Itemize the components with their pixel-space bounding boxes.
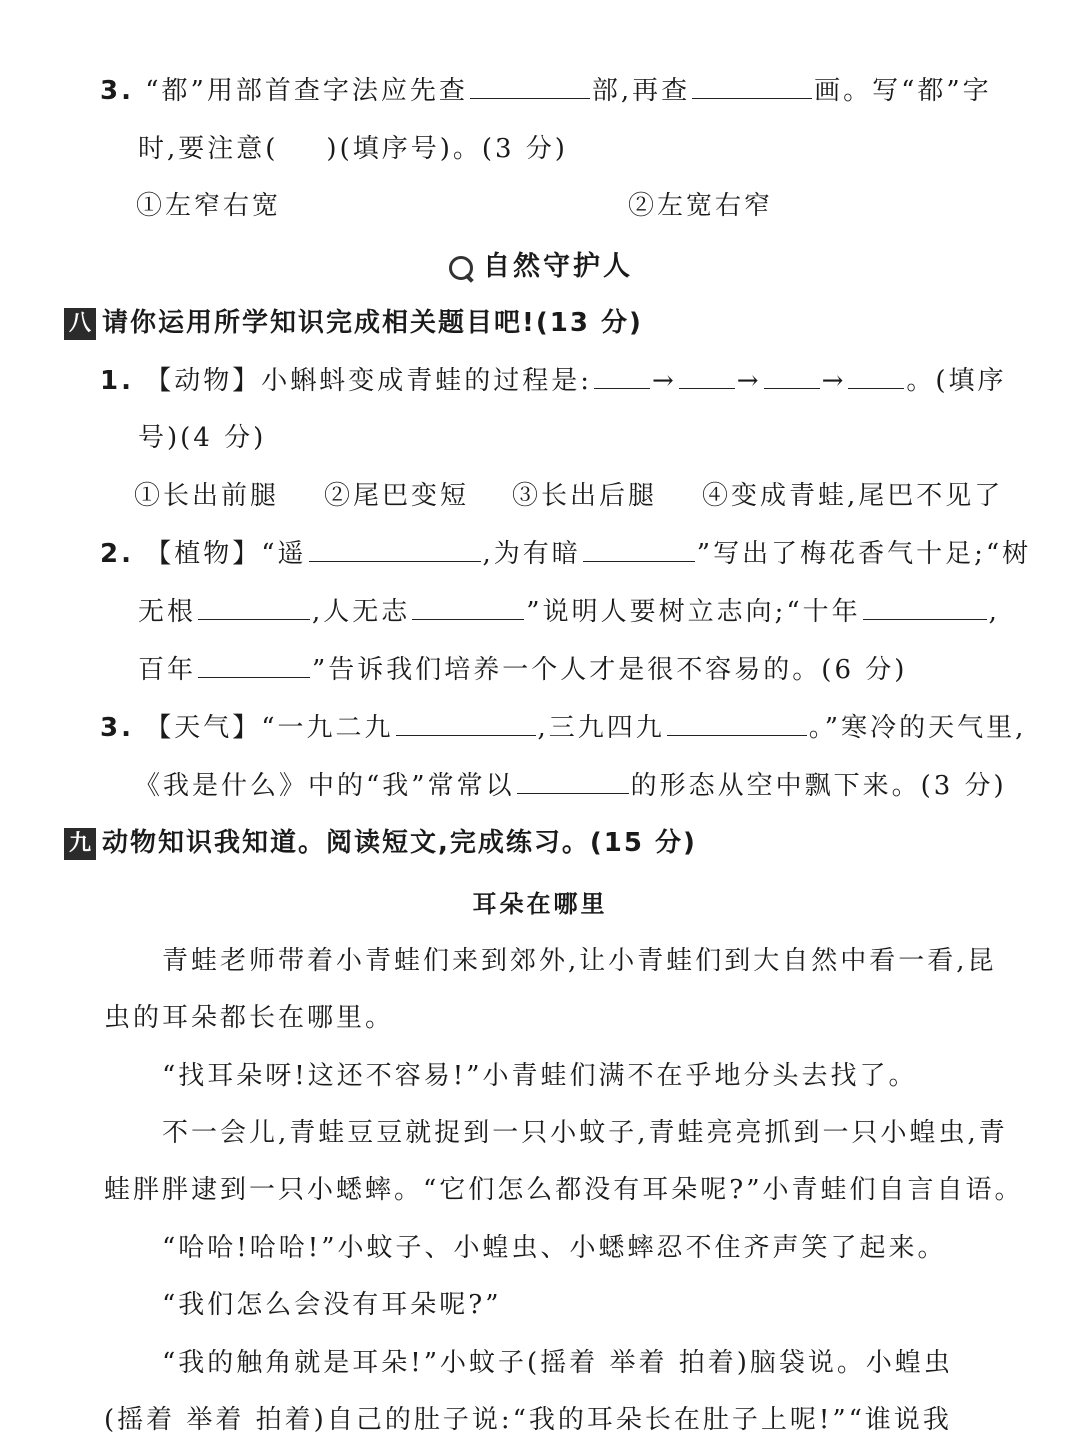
s8-q2-text-d: 无根 [138,597,197,627]
s8-q3-text-c: 。”寒冷的天气里, [808,713,1027,743]
s8-q2-text-g: , [988,597,1000,627]
passage-line: “我的触角就是耳朵!”小蚊子(摇着 举着 拍着)脑袋说。小蝗虫 [162,1348,953,1378]
theme-title-text: 自然守护人 [483,251,633,282]
question-number: 1. [100,366,134,396]
q3-text-part1: “都”用部首查字法应先查 [145,76,468,106]
passage-line: “找耳朵呀!这还不容易!”小青蛙们满不在乎地分头去找了。 [162,1061,918,1091]
passage-line: 青蛙老师带着小青蛙们来到郊外,让小青蛙们到大自然中看一看,昆 [162,946,997,976]
arrow-icon: → [736,366,762,396]
q3-text-line2a: 时,要注意( [138,134,279,164]
answer-blank[interactable] [692,76,812,99]
s8-q3-line1 [100,711,1026,745]
question-number: 3. [100,76,134,106]
section-9-title: 动物知识我知道。阅读短文,完成练习。(15 分) [102,828,697,858]
answer-blank[interactable] [583,539,695,562]
s8-q2-text-i: ”告诉我们培养一个人才是很不容易的。(6 分) [312,655,908,685]
answer-blank[interactable] [412,597,524,620]
s8-q2-line1 [100,537,1031,571]
q3-line1 [100,74,992,108]
s8-q2-text-f: ”说明人要树立志向;“十年 [526,597,861,627]
s8-q3-text-a: 【天气】“一九二九 [145,713,394,743]
passage-line: “我们怎么会没有耳朵呢?” [162,1290,502,1320]
q3-text-part2: 部,再查 [591,76,691,106]
q3-option-1: ①左窄右宽 [136,191,282,221]
section-badge: 九 [64,828,96,860]
s8-q1-option-2: ②尾巴变短 [324,481,470,511]
answer-blank[interactable] [679,366,735,389]
answer-blank[interactable] [764,366,820,389]
q3-option-2: ②左宽右窄 [628,191,774,221]
answer-blank[interactable] [198,655,310,678]
s8-q1-option-3: ③长出后腿 [512,481,658,511]
s8-q2-text-b: ,为有暗 [482,539,581,569]
passage-line: 虫的耳朵都长在哪里。 [104,1003,395,1033]
answer-blank[interactable] [198,597,310,620]
s8-q2-line3 [138,653,907,687]
answer-blank[interactable] [396,713,536,736]
answer-blank[interactable] [848,366,904,389]
q3-text-part3: 画。写“都”字 [814,76,992,106]
passage-line: (摇着 举着 拍着)自己的肚子说:“我的耳朵长在肚子上呢!”“谁说我 [104,1405,952,1435]
passage-title: 耳朵在哪里 [472,890,608,918]
s8-q1-option-4: ④变成青蛙,尾巴不见了 [702,481,1004,511]
q3-text-line2b: )(填序号)。(3 分) [326,134,568,164]
s8-q3-text-e: 的形态从空中飘下来。(3 分) [630,771,1007,801]
arrow-icon: → [652,366,677,396]
section-8-heading [64,306,643,340]
section-8-title: 请你运用所学知识完成相关题目吧!(13 分) [102,308,643,338]
s8-q1-line1 [100,364,1007,398]
question-number: 3. [100,713,134,743]
s8-q3-text-d: 《我是什么》中的“我”常常以 [134,771,515,801]
s8-q2-text-h: 百年 [138,655,197,685]
s8-q3-line2 [134,769,1007,803]
answer-blank[interactable] [517,771,629,794]
arrow-icon: → [821,366,847,396]
s8-q3-text-b: ,三九四九 [537,713,665,743]
section-9-heading [64,826,697,860]
answer-blank[interactable] [470,76,590,99]
answer-blank[interactable] [309,539,481,562]
s8-q1-line2: 号)(4 分) [138,423,267,453]
answer-blank[interactable] [667,713,807,736]
passage-line: 不一会儿,青蛙豆豆就捉到一只小蚊子,青蛙亮亮抓到一只小蝗虫,青 [162,1118,1008,1148]
theme-title [0,244,1080,283]
s8-q2-text-c: ”写出了梅花香气十足;“树 [696,539,1032,569]
passage-line: 蛙胖胖逮到一只小蟋蟀。“它们怎么都没有耳朵呢?”小青蛙们自言自语。 [104,1175,1024,1205]
q3-line2 [138,132,568,166]
s8-q1-end: 。(填序 [906,366,1007,396]
s8-q2-line2 [138,595,1000,629]
answer-blank[interactable] [863,597,987,620]
section-badge: 八 [64,308,96,340]
s8-q2-text-e: ,人无志 [312,597,411,627]
answer-blank[interactable] [594,366,650,389]
s8-q2-text-a: 【植物】“遥 [145,539,307,569]
question-number: 2. [100,539,134,569]
passage-line: “哈哈!哈哈!”小蚊子、小蝗虫、小蟋蟀忍不住齐声笑了起来。 [162,1233,947,1263]
s8-q1-option-1: ①长出前腿 [134,481,280,511]
magnifier-icon [447,254,475,282]
s8-q1-text: 【动物】小蝌蚪变成青蛙的过程是: [145,366,592,396]
